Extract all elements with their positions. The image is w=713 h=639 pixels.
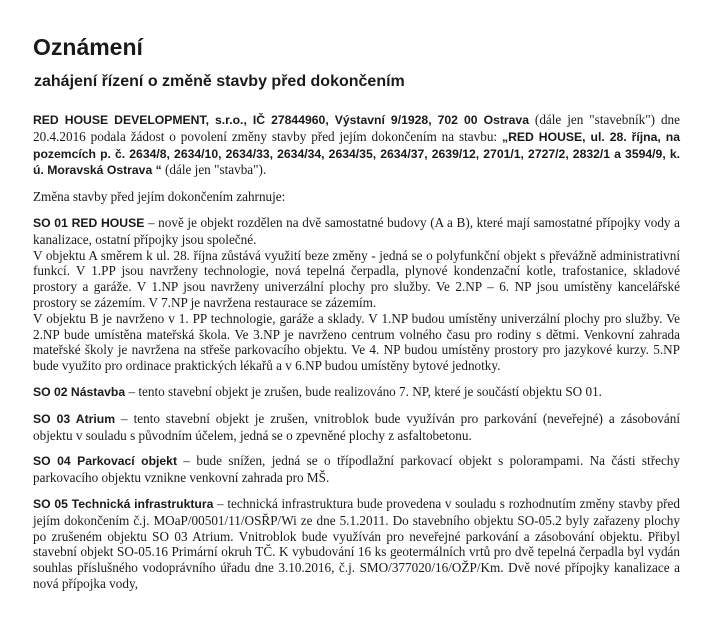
- so01-text: – nově je objekt rozdělen na dvě samostatné budovy (A a B), které mají samostatné přípojky vody a kanalizace, ostatní přípojky jsou společné.: [33, 214, 680, 247]
- so02-text: – tento stavební objekt je zrušen, bude realizováno 7. NP, které je součástí objektu SO 01.: [125, 383, 602, 399]
- intro-text-end: (dále jen "stavba").: [161, 162, 267, 178]
- so01-paragraph-3: V objektu B je navrženo v 1. PP technologie, garáže a sklady. V 1.NP budou umístěny univerzální plochy pro služby. Ve 2.NP bude umístěna mateřská škola. Ve 3.NP je navrženo centrum volného času pro rodiny s dětmi. Venkovní zahrada mateřské školy je navržena na střeše parkovacího objektu. Ve 4. NP budou umístěny prostory pro jazykové kurzy. 5.NP bude využito pro ordinace praktických lékařů a v 6.NP budou umístěny bytové jednotky.: [33, 310, 680, 374]
- so04-label: SO 04 Parkovací objekt: [33, 454, 178, 469]
- so01-paragraph-2: V objektu A směrem k ul. 28. října zůstává využití beze změny - jedná se o polyfunkční objekt s převážně administrativní funkcí. V 1.PP jsou navrženy technologie, nová tepelná čerpadla, plynové kondenzační kotle, trafostanice, skladové prostory a garáže. V 1.NP jsou navrženy univerzální plochy pro služby. Ve 2.NP – 6. NP jsou umístěny kancelářské prostory se zázemím. V 7.NP je navržena restaurace se zázemím.: [33, 247, 680, 310]
- page-subtitle: zahájení řízení o změně stavby před dokončením: [34, 73, 405, 90]
- applicant-name: RED HOUSE DEVELOPMENT, s.r.o., IČ 27844960, Výstavní 9/1928, 702 00 Ostrava: [33, 113, 529, 127]
- lead-paragraph: Změna stavby před jejím dokončením zahrnuje:: [33, 189, 286, 205]
- so04-text: – bude snížen, jedná se o třípodlažní parkovací objekt s polorampami. Na části střechy parkovacího objektu vznikne venkovní zahrada pro MŠ.: [33, 453, 680, 486]
- so01-label: SO 01 RED HOUSE: [33, 215, 145, 230]
- so03-text: – tento stavební objekt je zrušen, vnitroblok bude využíván pro parkování (neveřejné) a zásobování objektu v souladu s původním účelem, jedná se o zpevněné plochy z asfaltobetonu.: [33, 410, 680, 443]
- so05-text: – technická infrastruktura bude provedena v souladu s rozhodnutím změny stavby před jejím dokončením č.j. MOaP/00501/11/OSŘP/Wi ze dne 5.1.2011. Do stavebního objektu SO-05.2 byly zařazeny plochy po zrušeném objektu SO 03 Atrium. Vnitroblok bude využíván pro neveřejné parkování a zásobování objektu. Přibyl stavební objekt SO-05.16 Primární okruh TČ. K vybudování 16 ks geotermálních vrtů pro dvě tepelná čerpadla byl vydán souhlas příslušného vodoprávního úřadu dne 3.10.2016, č.j. SMO/377020/16/OŽP/Km. Dvě nové přípojky kanalizace a nová přípojka vody,: [33, 495, 681, 591]
- section-so05: [33, 496, 680, 592]
- section-so02: [33, 384, 680, 401]
- intro-text: (dále jen "stavebník") dne 20.4.2016 podala žádost o povolení změny stavby před jejím dokončením na stavbu:: [33, 112, 680, 144]
- so03-label: SO 03 Atrium: [33, 411, 116, 426]
- page-title: Oznámení: [33, 34, 143, 60]
- section-so03: [33, 411, 680, 444]
- section-so04: [33, 453, 680, 486]
- so02-label: SO 02 Nástavba: [33, 384, 126, 399]
- so05-label: SO 05 Technická infrastruktura: [33, 496, 214, 511]
- document-body: [33, 112, 680, 602]
- so01-paragraph-1: [33, 215, 680, 248]
- project-name: „RED HOUSE, ul. 28. října, na pozemcích p. č. 2634/8, 2634/10, 2634/33, 2634/34, 2634/35, 2634/37, 2639/12, 2701/1, 2727/2, 2832/1 a 3594/9, k. ú. Moravská Ostrava “: [33, 129, 680, 178]
- section-so01: [33, 215, 680, 374]
- intro-paragraph: [33, 112, 680, 179]
